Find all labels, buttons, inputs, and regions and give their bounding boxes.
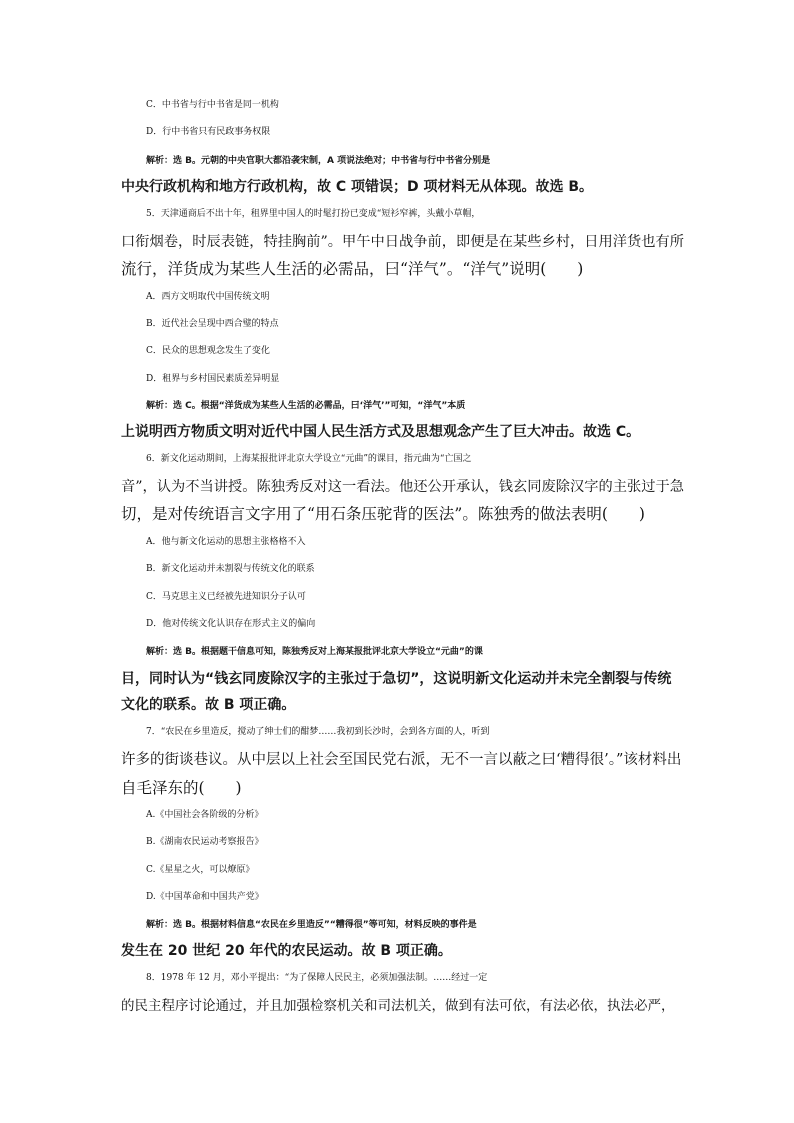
q6-stem-line-1: 6．新文化运动期间，上海某报批评北京大学设立“元曲”的课目，指元曲为“亡国之	[146, 454, 472, 464]
q6-option-b: B．新文化运动并未割裂与传统文化的联系	[146, 564, 315, 574]
q5-option-c: C．民众的思想观念发生了变化	[146, 346, 270, 356]
q5-option-d: D．租界与乡村国民素质差异明显	[146, 374, 280, 384]
q7-stem-line-1: 7．“农民在乡里造反，搅动了绅士们的酣梦……我初到长沙时，会到各方面的人，听到	[146, 727, 490, 737]
q5-analysis-line-1: 解析：选 C。根据“洋货成为某些人生活的必需品，曰‘洋气’”可知，“洋气”本质	[146, 401, 466, 411]
q6-analysis-line-3: 文化的联系。故 B 项正确。	[121, 697, 296, 713]
q4-option-d: D．行中书省只有民政事务权限	[146, 127, 271, 137]
q4-analysis-line-1: 解析：选 B。元朝的中央官职大都沿袭宋制，A 项说法绝对；中书省与行中书省分别是	[146, 156, 491, 166]
q7-option-c: C.《星星之火，可以燎原》	[146, 865, 255, 875]
q6-option-c: C．马克思主义已经被先进知识分子认可	[146, 592, 306, 602]
q5-stem-line-2: 口衔烟卷，时辰表链，特挂胸前”。甲午中日战争前，即便是在某些乡村，日用洋货也有所	[121, 234, 685, 250]
q5-option-b: B．近代社会呈现中西合璧的特点	[146, 319, 279, 329]
q7-analysis-line-2: 发生在 20 世纪 20 年代的农民运动。故 B 项正确。	[121, 943, 452, 959]
q6-option-a: A．他与新文化运动的思想主张格格不入	[146, 537, 306, 547]
q8-stem-line-1: 8．1978 年 12 月，邓小平提出：“为了保障人民民主，必须加强法制。……经过一定	[146, 973, 488, 983]
q6-analysis-line-1: 解析：选 B。根据题干信息可知，陈独秀反对上海某报批评北京大学设立“元曲”的课	[146, 647, 483, 657]
q7-option-b: B.《湖南农民运动考察报告》	[146, 837, 264, 847]
q7-stem-line-3: 自毛泽东的( )	[121, 779, 242, 797]
q5-stem-line-3: 流行，洋货成为某些人生活的必需品，曰“洋气”。“洋气”说明( )	[121, 260, 584, 278]
q5-option-a: A．西方文明取代中国传统文明	[146, 292, 270, 302]
q6-stem-line-3: 切，是对传统语言文字用了“用石条压驼背的医法”。陈独秀的做法表明( )	[121, 505, 645, 523]
q7-option-d: D.《中国革命和中国共产党》	[146, 892, 264, 902]
q6-option-d: D．他对传统文化认识存在形式主义的偏向	[146, 619, 316, 629]
q7-analysis-line-1: 解析：选 B。根据材料信息“农民在乡里造反”“糟得很”等可知，材料反映的事件是	[146, 920, 477, 930]
q5-analysis-line-2: 上说明西方物质文明对近代中国人民生活方式及思想观念产生了巨大冲击。故选 C。	[121, 424, 641, 440]
q8-stem-line-2: 的民主程序讨论通过，并且加强检察机关和司法机关，做到有法可依，有法必依，执法必严，	[121, 998, 675, 1014]
q6-analysis-line-2: 目，同时认为“钱玄同废除汉字的主张过于急切”，这说明新文化运动并未完全割裂与传统	[121, 671, 672, 687]
q7-option-a: A.《中国社会各阶级的分析》	[146, 810, 264, 820]
q4-analysis-line-2: 中央行政机构和地方行政机构，故 C 项错误；D 项材料无从体现。故选 B。	[121, 179, 594, 195]
q5-stem-line-1: 5．天津通商后不出十年，租界里中国人的时髦打扮已变成“短衫窄裤，头戴小草帽，	[146, 209, 481, 219]
q7-stem-line-2: 许多的街谈巷议。从中层以上社会至国民党右派，无不一言以蔽之曰‘糟得很’。”该材料出	[121, 752, 682, 768]
q6-stem-line-2: 音”，认为不当讲授。陈独秀反对这一看法。他还公开承认，钱玄同废除汉字的主张过于急	[121, 479, 685, 495]
q4-option-c: C．中书省与行中书省是同一机构	[146, 100, 279, 110]
